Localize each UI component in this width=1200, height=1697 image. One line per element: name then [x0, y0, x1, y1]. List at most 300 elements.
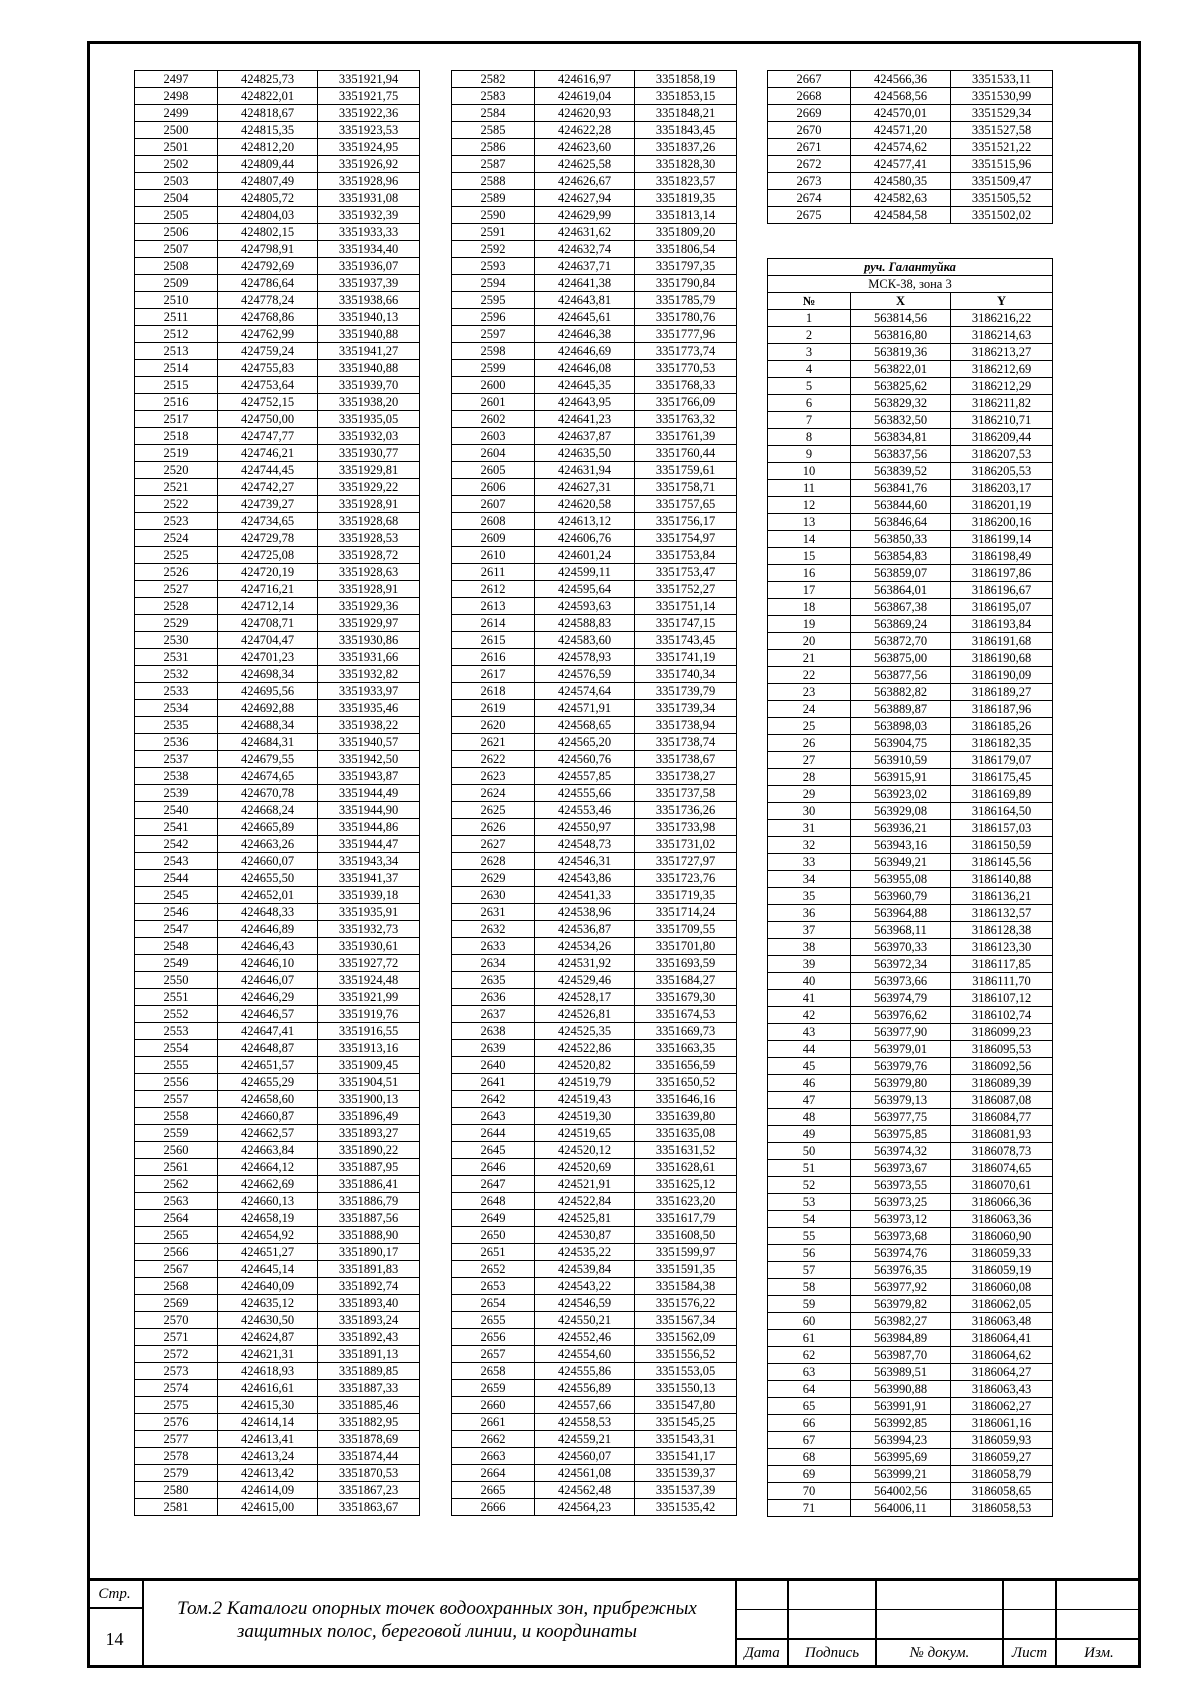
x-coordinate-cell: 424663,84: [218, 1142, 318, 1159]
point-number-cell: 67: [768, 1432, 851, 1449]
y-coordinate-cell: 3351757,65: [635, 496, 737, 513]
x-coordinate-cell: 563910,59: [851, 752, 951, 769]
point-number-cell: 2665: [452, 1482, 535, 1499]
point-number-cell: 68: [768, 1449, 851, 1466]
y-coordinate-cell: 3186087,08: [951, 1092, 1053, 1109]
point-number-cell: 2525: [135, 547, 218, 564]
table-row: [768, 1330, 1053, 1347]
point-number-cell: 56: [768, 1245, 851, 1262]
x-coordinate-cell: 563972,34: [851, 956, 951, 973]
x-coordinate-cell: 424554,60: [535, 1346, 635, 1363]
table-row: [452, 428, 737, 445]
table-row: [452, 411, 737, 428]
change-column-label: Изм.: [1084, 1645, 1114, 1661]
y-coordinate-cell: 3351625,12: [635, 1176, 737, 1193]
x-coordinate-cell: 563877,56: [851, 667, 951, 684]
table-row: [768, 1160, 1053, 1177]
point-number-cell: 2560: [135, 1142, 218, 1159]
y-coordinate-cell: 3351893,27: [318, 1125, 420, 1142]
table-row: [135, 700, 420, 717]
point-number-cell: 2576: [135, 1414, 218, 1431]
y-coordinate-cell: 3351932,73: [318, 921, 420, 938]
table-row: [452, 921, 737, 938]
table-row: [768, 803, 1053, 820]
table-row: [135, 938, 420, 955]
x-coordinate-cell: 424622,28: [535, 122, 635, 139]
table-row: [135, 1091, 420, 1108]
table-row: [452, 1091, 737, 1108]
point-number-cell: 2664: [452, 1465, 535, 1482]
point-number-cell: 2652: [452, 1261, 535, 1278]
y-coordinate-cell: 3186081,93: [951, 1126, 1053, 1143]
table-row: [452, 632, 737, 649]
y-coordinate-cell: 3351938,22: [318, 717, 420, 734]
y-coordinate-cell: 3351892,43: [318, 1329, 420, 1346]
x-coordinate-cell: 424641,38: [535, 275, 635, 292]
table-row: [452, 1278, 737, 1295]
table-row: [452, 241, 737, 258]
table-row: [768, 1381, 1053, 1398]
point-number-cell: 2648: [452, 1193, 535, 1210]
table-row: [452, 394, 737, 411]
y-coordinate-cell: 3351502,02: [951, 207, 1053, 224]
point-number-cell: 61: [768, 1330, 851, 1347]
point-number-cell: 2651: [452, 1244, 535, 1261]
point-number-cell: 4: [768, 361, 851, 378]
table-row: [135, 632, 420, 649]
point-number-cell: 17: [768, 582, 851, 599]
point-number-cell: 46: [768, 1075, 851, 1092]
x-coordinate-cell: 424621,31: [218, 1346, 318, 1363]
table-row: [135, 887, 420, 904]
y-coordinate-cell: 3351931,08: [318, 190, 420, 207]
point-number-cell: 2646: [452, 1159, 535, 1176]
x-coordinate-cell: 424753,64: [218, 377, 318, 394]
y-coordinate-cell: 3351933,33: [318, 224, 420, 241]
table-row: [768, 582, 1053, 599]
y-coordinate-cell: 3186123,30: [951, 939, 1053, 956]
table-row: [768, 122, 1053, 139]
x-coordinate-cell: 424615,30: [218, 1397, 318, 1414]
point-number-cell: 2626: [452, 819, 535, 836]
table-row: [135, 1227, 420, 1244]
point-number-cell: 2663: [452, 1448, 535, 1465]
table-row: [452, 1227, 737, 1244]
x-coordinate-cell: 424643,95: [535, 394, 635, 411]
table-row: [452, 666, 737, 683]
point-number-cell: 2585: [452, 122, 535, 139]
point-number-cell: 2545: [135, 887, 218, 904]
x-coordinate-cell: 563949,21: [851, 854, 951, 871]
x-coordinate-cell: 424531,92: [535, 955, 635, 972]
point-number-cell: 2647: [452, 1176, 535, 1193]
x-coordinate-cell: 563943,16: [851, 837, 951, 854]
y-coordinate-cell: 3351923,53: [318, 122, 420, 139]
x-coordinate-cell: 563973,55: [851, 1177, 951, 1194]
point-number-cell: 2562: [135, 1176, 218, 1193]
y-coordinate-cell: 3186064,27: [951, 1364, 1053, 1381]
point-number-cell: 2611: [452, 564, 535, 581]
table-row: [135, 819, 420, 836]
y-coordinate-cell: 3351747,15: [635, 615, 737, 632]
point-number-cell: 2578: [135, 1448, 218, 1465]
table-row: [768, 190, 1053, 207]
point-number-cell: 2592: [452, 241, 535, 258]
table-row: [135, 173, 420, 190]
table-row: [452, 989, 737, 1006]
point-number-cell: 2502: [135, 156, 218, 173]
table-row: [452, 1244, 737, 1261]
point-number-cell: 2527: [135, 581, 218, 598]
point-number-cell: 2568: [135, 1278, 218, 1295]
table-row: [452, 156, 737, 173]
table-row: [768, 497, 1053, 514]
point-number-cell: 2557: [135, 1091, 218, 1108]
point-number-cell: 2535: [135, 717, 218, 734]
x-coordinate-cell: 424635,12: [218, 1295, 318, 1312]
y-coordinate-cell: 3351530,99: [951, 88, 1053, 105]
point-number-cell: 2623: [452, 768, 535, 785]
x-coordinate-cell: 424601,24: [535, 547, 635, 564]
table-row: [135, 190, 420, 207]
y-coordinate-cell: 3351919,76: [318, 1006, 420, 1023]
y-coordinate-cell: 3351848,21: [635, 105, 737, 122]
x-coordinate-cell: 424520,69: [535, 1159, 635, 1176]
table-row: [768, 514, 1053, 531]
table-row: [452, 105, 737, 122]
x-coordinate-cell: 424744,45: [218, 462, 318, 479]
table-row: [135, 972, 420, 989]
y-coordinate-cell: 3351929,81: [318, 462, 420, 479]
table-row: [452, 479, 737, 496]
x-coordinate-cell: 424560,07: [535, 1448, 635, 1465]
y-coordinate-cell: 3351760,44: [635, 445, 737, 462]
table-row: [135, 785, 420, 802]
point-number-cell: 52: [768, 1177, 851, 1194]
y-coordinate-cell: 3351741,19: [635, 649, 737, 666]
y-coordinate-cell: 3186136,21: [951, 888, 1053, 905]
y-coordinate-cell: 3351693,59: [635, 955, 737, 972]
x-coordinate-cell: 424614,14: [218, 1414, 318, 1431]
table-row: [768, 395, 1053, 412]
x-coordinate-cell: 424615,00: [218, 1499, 318, 1516]
y-coordinate-cell: 3186070,61: [951, 1177, 1053, 1194]
y-coordinate-cell: 3351932,03: [318, 428, 420, 445]
y-coordinate-cell: 3351929,97: [318, 615, 420, 632]
x-coordinate-cell: 424526,81: [535, 1006, 635, 1023]
x-coordinate-cell: 424804,03: [218, 207, 318, 224]
x-coordinate-cell: 424637,71: [535, 258, 635, 275]
y-coordinate-cell: 3186190,68: [951, 650, 1053, 667]
y-coordinate-cell: 3351892,74: [318, 1278, 420, 1295]
y-coordinate-cell: 3351505,52: [951, 190, 1053, 207]
point-number-cell: 2522: [135, 496, 218, 513]
table-row: [452, 1193, 737, 1210]
x-coordinate-cell: 424599,11: [535, 564, 635, 581]
table-row: [135, 734, 420, 751]
point-number-cell: 2497: [135, 71, 218, 88]
point-number-cell: 2621: [452, 734, 535, 751]
y-coordinate-cell: 3186182,35: [951, 735, 1053, 752]
x-coordinate-cell: 563915,91: [851, 769, 951, 786]
x-coordinate-cell: 424825,73: [218, 71, 318, 88]
point-number-cell: 38: [768, 939, 851, 956]
point-number-cell: 2586: [452, 139, 535, 156]
y-coordinate-cell: 3351890,22: [318, 1142, 420, 1159]
x-coordinate-cell: 424552,46: [535, 1329, 635, 1346]
x-coordinate-cell: 424646,38: [535, 326, 635, 343]
y-coordinate-cell: 3186062,05: [951, 1296, 1053, 1313]
y-coordinate-cell: 3186199,14: [951, 531, 1053, 548]
y-coordinate-cell: 3351889,85: [318, 1363, 420, 1380]
x-coordinate-cell: 564002,56: [851, 1483, 951, 1500]
x-coordinate-cell: 424655,50: [218, 870, 318, 887]
document-title: Том.2 Каталоги опорных точек водоохранных зон, прибрежных защитных полос, береговой линии, и координаты: [177, 1598, 697, 1642]
x-coordinate-cell: 424674,65: [218, 768, 318, 785]
x-coordinate-cell: 424574,62: [851, 139, 951, 156]
x-coordinate-cell: 424646,08: [535, 360, 635, 377]
table-row: [452, 445, 737, 462]
table-row: [135, 1278, 420, 1295]
point-number-cell: 34: [768, 871, 851, 888]
table-row: [768, 1500, 1053, 1517]
table-row: [768, 1432, 1053, 1449]
y-coordinate-cell: 3186214,63: [951, 327, 1053, 344]
point-number-cell: 2617: [452, 666, 535, 683]
x-coordinate-cell: 424652,01: [218, 887, 318, 904]
point-number-cell: 45: [768, 1058, 851, 1075]
point-number-cell: 2672: [768, 156, 851, 173]
x-coordinate-cell: 424550,21: [535, 1312, 635, 1329]
x-coordinate-cell: 424662,69: [218, 1176, 318, 1193]
y-coordinate-cell: 3351900,13: [318, 1091, 420, 1108]
point-number-cell: 2575: [135, 1397, 218, 1414]
point-number-cell: 2650: [452, 1227, 535, 1244]
point-number-cell: 2590: [452, 207, 535, 224]
x-coordinate-cell: 424522,86: [535, 1040, 635, 1057]
point-number-cell: 29: [768, 786, 851, 803]
x-coordinate-cell: 424658,60: [218, 1091, 318, 1108]
y-coordinate-cell: 3186058,65: [951, 1483, 1053, 1500]
table-row: [135, 1159, 420, 1176]
point-number-cell: 2609: [452, 530, 535, 547]
x-coordinate-cell: 424588,83: [535, 615, 635, 632]
table-row: [452, 802, 737, 819]
table-row: [452, 683, 737, 700]
x-coordinate-cell: 424627,94: [535, 190, 635, 207]
table-row: [452, 207, 737, 224]
point-number-cell: 2512: [135, 326, 218, 343]
table-row: [135, 1499, 420, 1516]
point-number-cell: 63: [768, 1364, 851, 1381]
point-number-cell: 2523: [135, 513, 218, 530]
x-coordinate-cell: 424822,01: [218, 88, 318, 105]
point-number-cell: 2658: [452, 1363, 535, 1380]
x-coordinate-cell: 563995,69: [851, 1449, 951, 1466]
point-number-cell: 2549: [135, 955, 218, 972]
table-row: [452, 785, 737, 802]
table-row: [452, 972, 737, 989]
y-coordinate-cell: 3351739,34: [635, 700, 737, 717]
x-coordinate-cell: 424568,56: [851, 88, 951, 105]
x-coordinate-cell: 424725,08: [218, 547, 318, 564]
point-number-cell: 2604: [452, 445, 535, 462]
x-coordinate-cell: 563882,82: [851, 684, 951, 701]
table-row: [768, 480, 1053, 497]
point-number-cell: 2571: [135, 1329, 218, 1346]
y-coordinate-cell: 3186059,93: [951, 1432, 1053, 1449]
x-coordinate-cell: 424698,34: [218, 666, 318, 683]
y-coordinate-cell: 3186201,19: [951, 497, 1053, 514]
y-coordinate-cell: 3351867,23: [318, 1482, 420, 1499]
x-coordinate-cell: 424528,17: [535, 989, 635, 1006]
table-row: [452, 190, 737, 207]
x-coordinate-cell: 563955,08: [851, 871, 951, 888]
x-coordinate-cell: 563977,90: [851, 1024, 951, 1041]
point-number-cell: 37: [768, 922, 851, 939]
point-number-cell: 2581: [135, 1499, 218, 1516]
table-row: [135, 1108, 420, 1125]
point-number-cell: 2629: [452, 870, 535, 887]
y-coordinate-cell: 3186175,45: [951, 769, 1053, 786]
y-coordinate-cell: 3351738,67: [635, 751, 737, 768]
y-coordinate-cell: 3351942,50: [318, 751, 420, 768]
y-coordinate-cell: 3351930,61: [318, 938, 420, 955]
x-coordinate-cell: 424613,41: [218, 1431, 318, 1448]
point-number-cell: 2601: [452, 394, 535, 411]
x-coordinate-cell: 424701,23: [218, 649, 318, 666]
y-coordinate-cell: 3186203,17: [951, 480, 1053, 497]
x-coordinate-cell: 424645,35: [535, 377, 635, 394]
table-row: [135, 802, 420, 819]
y-coordinate-cell: 3351813,14: [635, 207, 737, 224]
table-row: [768, 769, 1053, 786]
y-coordinate-cell: 3351591,35: [635, 1261, 737, 1278]
table-row: [452, 292, 737, 309]
table-row: [768, 1466, 1053, 1483]
point-number-cell: 2509: [135, 275, 218, 292]
table-row: [452, 1482, 737, 1499]
y-coordinate-cell: 3186196,67: [951, 582, 1053, 599]
y-coordinate-cell: 3351679,30: [635, 989, 737, 1006]
x-coordinate-cell: 424815,35: [218, 122, 318, 139]
y-coordinate-cell: 3351635,08: [635, 1125, 737, 1142]
point-number-cell: 69: [768, 1466, 851, 1483]
y-coordinate-cell: 3351819,35: [635, 190, 737, 207]
table-row: [768, 854, 1053, 871]
x-coordinate-cell: 424529,46: [535, 972, 635, 989]
y-coordinate-cell: 3186212,69: [951, 361, 1053, 378]
point-number-cell: 16: [768, 565, 851, 582]
y-coordinate-cell: 3351823,57: [635, 173, 737, 190]
table-row: [768, 616, 1053, 633]
table-row: [135, 394, 420, 411]
point-number-cell: 2591: [452, 224, 535, 241]
y-coordinate-cell: 3351928,63: [318, 564, 420, 581]
table-row: [135, 717, 420, 734]
y-coordinate-cell: 3351719,35: [635, 887, 737, 904]
table-row: [135, 751, 420, 768]
y-coordinate-cell: 3351858,19: [635, 71, 737, 88]
point-number-cell: 15: [768, 548, 851, 565]
x-coordinate-cell: 424654,92: [218, 1227, 318, 1244]
point-number-cell: 43: [768, 1024, 851, 1041]
x-coordinate-cell: 424627,31: [535, 479, 635, 496]
point-number-cell: 35: [768, 888, 851, 905]
point-number-cell: 2589: [452, 190, 535, 207]
x-coordinate-cell: 563872,70: [851, 633, 951, 650]
y-coordinate-cell: 3351944,90: [318, 802, 420, 819]
x-coordinate-cell: 424536,87: [535, 921, 635, 938]
x-coordinate-cell: 563839,52: [851, 463, 951, 480]
point-number-cell: 59: [768, 1296, 851, 1313]
point-number-cell: 2619: [452, 700, 535, 717]
x-coordinate-cell: 424739,27: [218, 496, 318, 513]
x-coordinate-cell: 424555,66: [535, 785, 635, 802]
point-number-cell: 2543: [135, 853, 218, 870]
x-coordinate-cell: 424646,29: [218, 989, 318, 1006]
signature-column-label: Подпись: [804, 1645, 860, 1661]
y-coordinate-cell: 3186132,57: [951, 905, 1053, 922]
table-row: [135, 292, 420, 309]
point-number-cell: 2636: [452, 989, 535, 1006]
table-row: [768, 1075, 1053, 1092]
x-coordinate-cell: 424647,41: [218, 1023, 318, 1040]
table-row: [452, 700, 737, 717]
y-coordinate-cell: 3351537,39: [635, 1482, 737, 1499]
x-coordinate-cell: 424557,66: [535, 1397, 635, 1414]
x-coordinate-cell: 424663,26: [218, 836, 318, 853]
table-row: [768, 1245, 1053, 1262]
point-number-cell: 10: [768, 463, 851, 480]
table-row: [452, 1312, 737, 1329]
y-coordinate-cell: 3351921,75: [318, 88, 420, 105]
table-row: [135, 836, 420, 853]
point-number-cell: 2507: [135, 241, 218, 258]
point-number-cell: 2669: [768, 105, 851, 122]
point-number-cell: 2518: [135, 428, 218, 445]
y-coordinate-cell: 3186099,23: [951, 1024, 1053, 1041]
table-row: [768, 1313, 1053, 1330]
y-coordinate-cell: 3351924,48: [318, 972, 420, 989]
y-coordinate-cell: 3351543,31: [635, 1431, 737, 1448]
table-row: [135, 258, 420, 275]
table-row: [135, 207, 420, 224]
x-coordinate-cell: 424616,61: [218, 1380, 318, 1397]
point-number-cell: 70: [768, 1483, 851, 1500]
point-number-cell: 64: [768, 1381, 851, 1398]
x-coordinate-cell: 424712,14: [218, 598, 318, 615]
table-row: [768, 412, 1053, 429]
table-body: [768, 310, 1053, 1517]
x-coordinate-cell: 424550,97: [535, 819, 635, 836]
table-row: [452, 1346, 737, 1363]
x-coordinate-cell: 424646,07: [218, 972, 318, 989]
table-row: [768, 871, 1053, 888]
point-number-cell: 2635: [452, 972, 535, 989]
point-number-cell: 2608: [452, 513, 535, 530]
table-row: [768, 463, 1053, 480]
point-number-cell: 53: [768, 1194, 851, 1211]
y-coordinate-cell: 3351893,24: [318, 1312, 420, 1329]
y-coordinate-cell: 3351761,39: [635, 428, 737, 445]
point-number-cell: 2614: [452, 615, 535, 632]
x-coordinate-cell: 424546,31: [535, 853, 635, 870]
x-coordinate-cell: 563859,07: [851, 565, 951, 582]
x-coordinate-cell: 563991,91: [851, 1398, 951, 1415]
point-number-cell: 2536: [135, 734, 218, 751]
x-coordinate-cell: 424576,59: [535, 666, 635, 683]
